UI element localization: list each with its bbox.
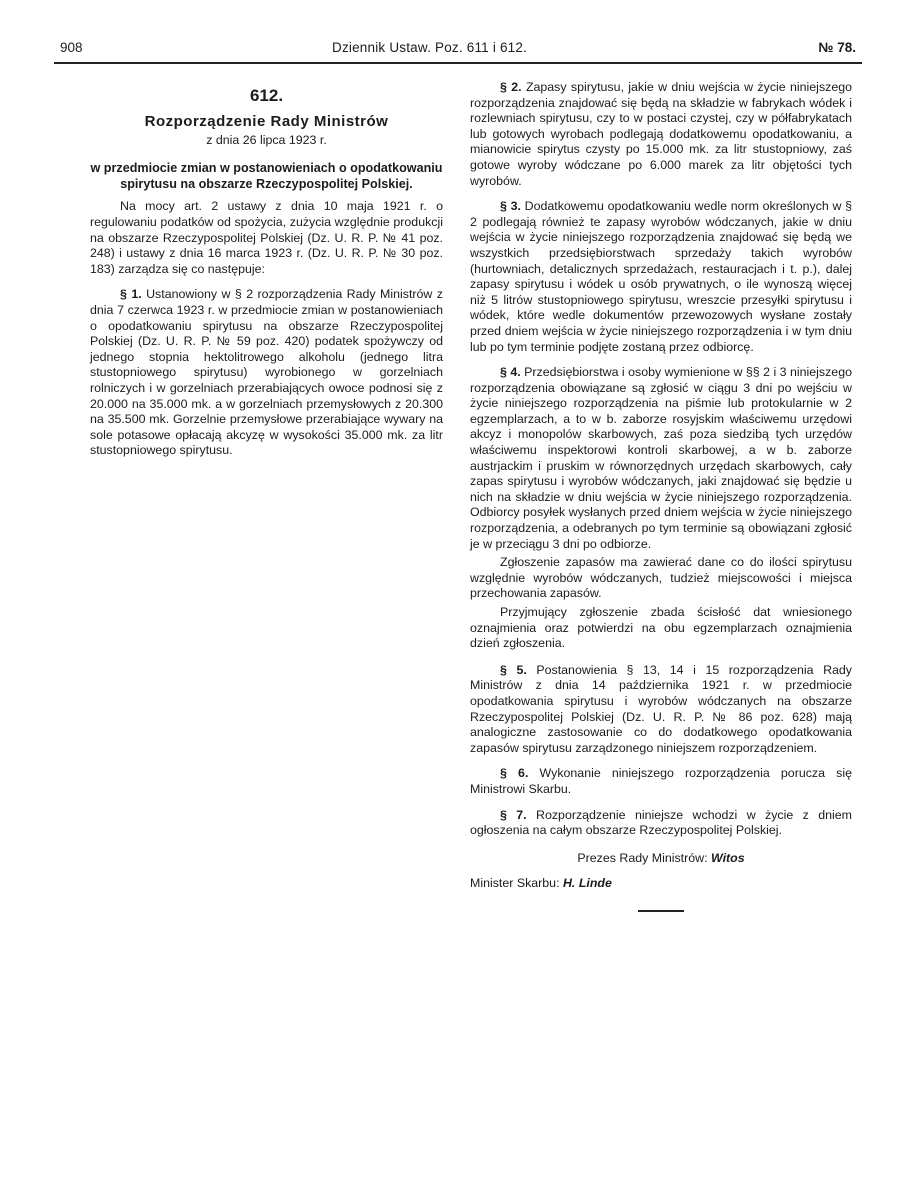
section-2-label: § 2. [500, 80, 522, 94]
left-column [90, 80, 443, 469]
signature-premier-name: Witos [710, 850, 745, 865]
end-divider [638, 910, 684, 912]
right-column [470, 80, 852, 912]
signature-premier [470, 851, 852, 867]
section-3 [470, 199, 852, 355]
section-4-label: § 4. [500, 365, 521, 380]
section-1-label: § 1. [120, 287, 142, 302]
act-date: z dnia 26 lipca 1923 r. [206, 133, 327, 148]
section-6 [470, 766, 852, 797]
section-2 [470, 80, 852, 189]
section-2-text: Zapasy spirytusu, jakie w dniu wejścia w życie niniejszego rozporządzenia znajdować się będą na składzie w fabrykach wódek i rozlewniach spirytusu, czy to w postaci czystej, czy w półfabrykatach lub gotowych wyrobach podlegają dodatkowemu opodatkowaniu, a mianowicie spirytus czysty po 15.000 mk. za litr stustopniowy, zaś gotowe wyroby wódczane po 6.000 marek za litr objętości tych wyrobów. [470, 80, 853, 188]
section-7-text: Rozporządzenie niniejsze wchodzi w życie z dniem ogłoszenia na całym obszarze Rzeczypospolitej Polskiej. [470, 807, 852, 838]
section-4 [470, 365, 852, 552]
section-7-label: § 7. [500, 807, 527, 822]
section-1 [90, 287, 443, 459]
act-number: 612. [249, 86, 284, 105]
journal-title: Dziennik Ustaw. Poz. 611 i 612. [332, 40, 528, 55]
act-subject: w przedmiocie zmian w postanowieniach o opodatkowaniu spirytusu na obszarze Rzeczypospolitej Polskiej. [90, 160, 443, 191]
preamble: Na mocy art. 2 ustawy z dnia 10 maja 1921 r. o regulowaniu podatków od spożycia, zużycia względnie produkcji na obszarze Rzeczypospolitej Polskiej (Dz. U. R. P. № 41 poz. 248) i ustawy z dnia 16 marca 1923 r. (Dz. U. R. P. № 30 poz. 183) zarządza się co następuje: [90, 199, 443, 276]
section-3-text: Dodatkowemu opodatkowaniu wedle norm określonych w § 2 podlegają również te zapasy wyrobów wódczanych, jakie w dniu wejścia w życie niniejszego rozporządzenia znajdować się będą we wszystkich przedsiębiorstwach sprzedaży takich wyrobów (hurtowniach, detalicznych sprzedażach, restauracjach i t. p.), dalej zapasy spirytusu i wódek u osób prywatnych, o ile wynoszą więcej niż 5 litrów stustopniowego spirytusu, wreszcie przesyłki spirytusu i wódek, które wedle dokumentów przewozowych wysłane zostały przed dniem wejścia w życie niniejszego rozporządzenia i w tym dniu lub po tym terminie podjęte zostaną przez odbiorcę. [470, 199, 853, 354]
section-6-text: Wykonanie niniejszego rozporządzenia porucza się Ministrowi Skarbu. [470, 766, 852, 796]
issue-number: № 78. [818, 40, 856, 55]
signature-treasury-label: Minister Skarbu: [470, 876, 560, 891]
signature-treasury-name: H. Linde [562, 876, 612, 891]
signature-treasury [470, 876, 852, 892]
section-5-text: Postanowienia § 13, 14 i 15 rozporządzenia Rady Ministrów z dnia 14 października 1921 r. w przedmiocie opodatkowania spirytusu i wyrobów wódczanych na obszarze Rzeczypospolitej Polskiej (Dz. U. R. P. № 86 poz. 628) mają analogiczne zastosowanie co do dodatkowego opodatkowania zapasów spirytusu zarządzonego niniejszem rozporządzeniem. [470, 662, 852, 755]
act-title: Rozporządzenie Rady Ministrów [144, 112, 389, 130]
section-4-paragraph-3: Przyjmujący zgłoszenie zbada ścisłość dat wniesionego oznajmienia oraz potwierdzi na obu egzemplarzach oznajmienia dzień zgłoszenia. [470, 605, 852, 651]
page-number: 908 [60, 40, 83, 55]
page-header [54, 38, 862, 64]
section-4-text: Przedsiębiorstwa i osoby wymienione w §§ 2 i 3 niniejszego rozporządzenia obowiązane są zgłosić w ciągu 3 dni po wejściu w życie niniejszego rozporządzenia na piśmie lub protokularnie w 2 egzemplarzach, a to w b. zaborze rosyjskim właściwemu urzędowi akcyz i monopolów skarbowych, zaś poza siedzibą tych urzędów właściwemu inspektorowi kontroli skarbowej, a w b. zaborze austrjackim i pruskim w równorzędnych urzędach skarbowych, cały zapas spirytusu i wyrobów wódczanych, jaki znajdować się będzie u nich na składzie w dniu wejścia w życie niniejszego rozporządzenia. Odbiorcy posyłek wysłanych przed dniem wejścia w życie niniejszego rozporządzenia, a odebranych po tym terminie są obowiązani zgłosić je w przeciągu 3 dni po odbiorze. [470, 365, 852, 551]
signature-premier-label: Prezes Rady Ministrów: [577, 850, 708, 865]
section-4-paragraph-2: Zgłoszenie zapasów ma zawierać dane co do ilości spirytusu względnie wyrobów wódczanych, tudzież miejscowości i miejsca przechowania zapasów. [470, 555, 852, 601]
section-1-text: Ustanowiony w § 2 rozporządzenia Rady Ministrów z dnia 7 czerwca 1923 r. w przedmiocie zmian w postanowieniach o opodatkowaniu spirytusu na obszarze Rzeczypospolitej Polskiej (Dz. U. R. P. № 59 poz. 420) podatek spożywczy od jednego stopnia hektolitrowego alkoholu (jednego litra stustopniowego spirytusu) wyrobionego w gorzelniach rolniczych i w gorzelniach przerabiających owoce podnosi się z 20.000 na 35.000 mk. a w gorzelniach przemysłowych z 20.300 na 35.500 mk. Gorzelnie przemysłowe przerabiające wywary na sole potasowe opłacają akcyzę w wysokości 35.000 mk. za litr stustopniowego spirytusu. [90, 287, 443, 458]
section-3-label: § 3. [500, 199, 521, 214]
section-5-label: § 5. [500, 662, 527, 677]
section-5 [470, 663, 852, 757]
section-7 [470, 808, 852, 839]
section-6-label: § 6. [500, 766, 529, 781]
